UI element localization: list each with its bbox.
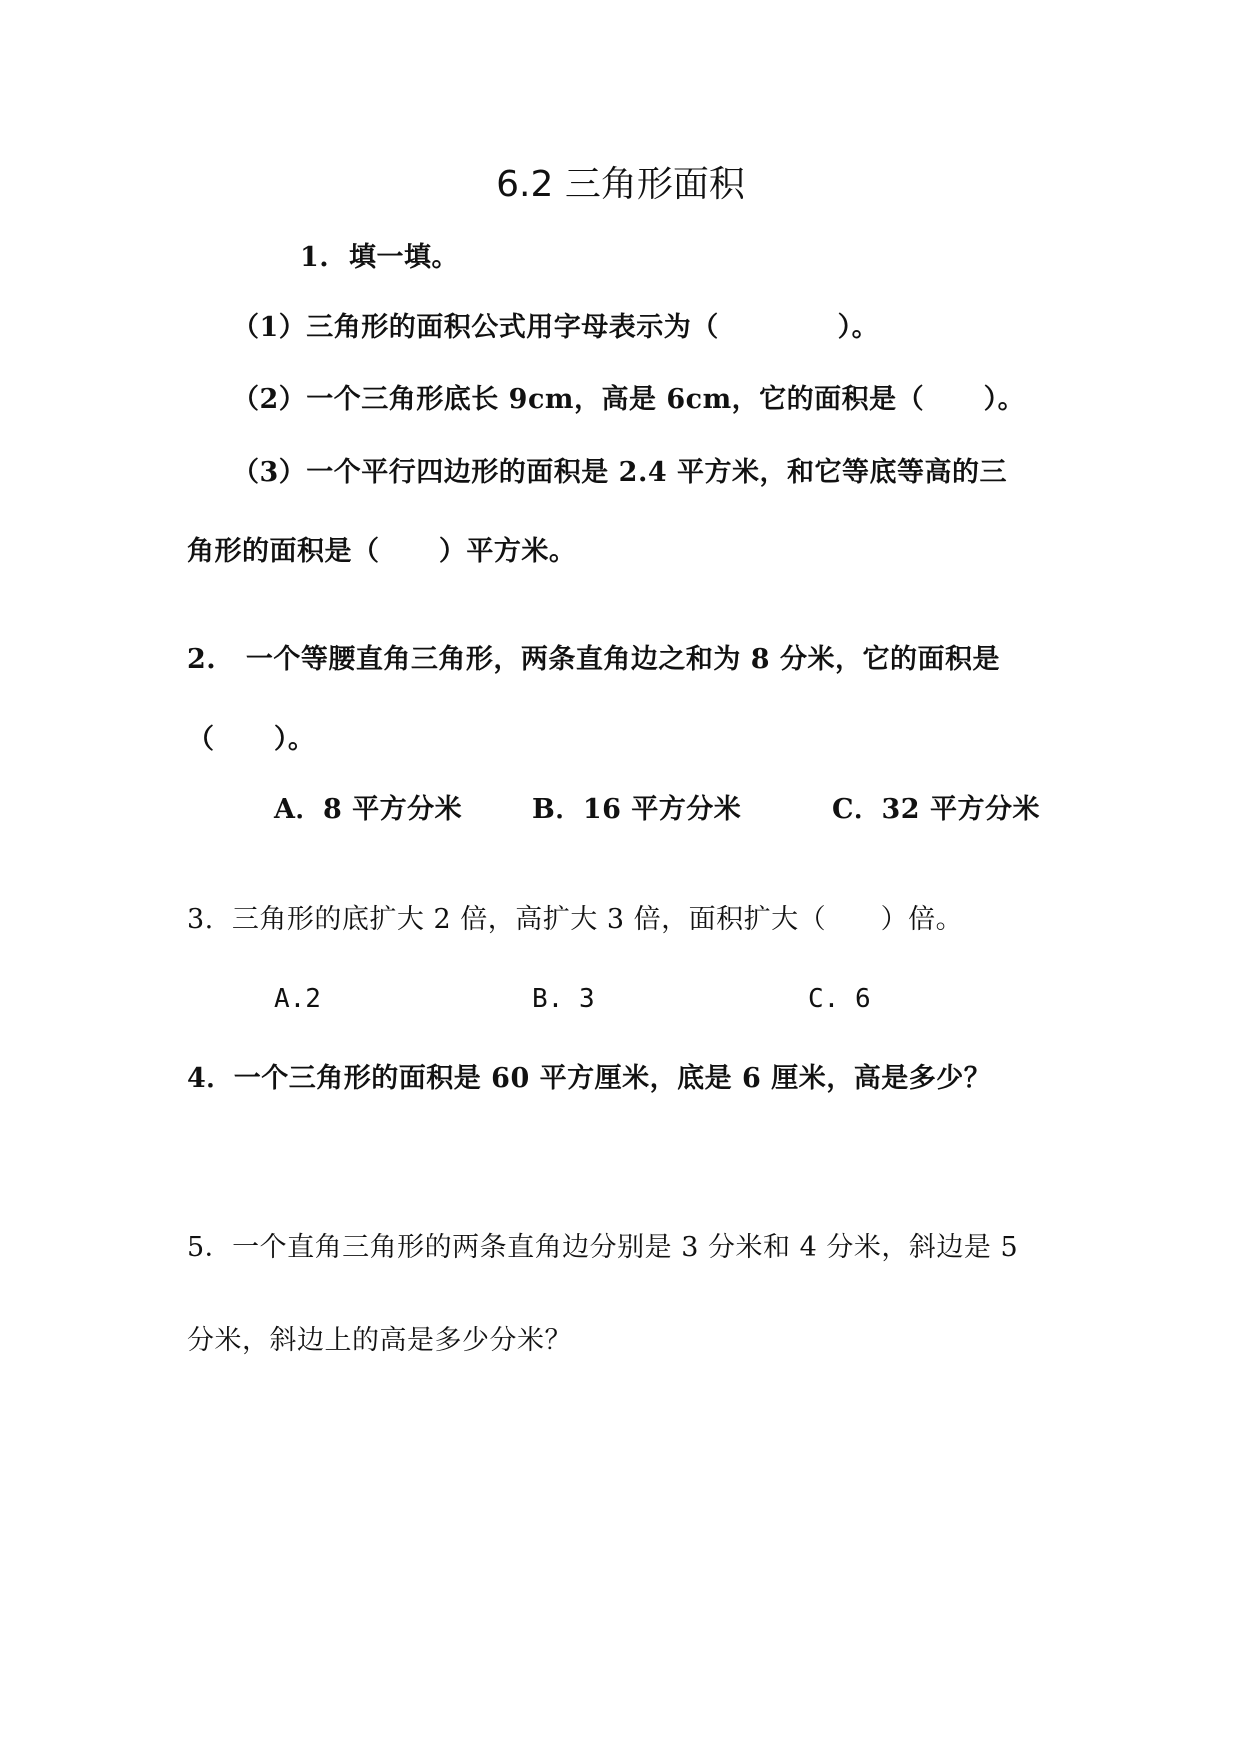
q5-line-1: 5．一个直角三角形的两条直角边分别是 3 分米和 4 分米，斜边是 5 bbox=[187, 1232, 1019, 1263]
page-title: 6.2 三角形面积 bbox=[496, 164, 745, 205]
q2-line-1: 2. 一个等腰直角三角形，两条直角边之和为 8 分米，它的面积是 bbox=[187, 644, 1000, 675]
q1-item-3-line-2: 角形的面积是（ ）平方米。 bbox=[187, 536, 577, 567]
q1-item-1: （1）三角形的面积公式用字母表示为（ ）。 bbox=[232, 312, 880, 343]
q4-line: 4．一个三角形的面积是 60 平方厘米，底是 6 厘米，高是多少？ bbox=[187, 1063, 992, 1094]
q1-heading: 1. 填一填。 bbox=[300, 242, 459, 273]
q1-item-3-line-1: （3）一个平行四边形的面积是 2.4 平方米，和它等底等高的三 bbox=[232, 457, 1008, 488]
q3-line: 3. 三角形的底扩大 2 倍，高扩大 3 倍，面积扩大（ ）倍。 bbox=[187, 904, 964, 935]
q2-option-b: B．16 平方分米 bbox=[532, 794, 742, 825]
q2-option-a: A．8 平方分米 bbox=[274, 794, 463, 825]
q3-option-c: C. 6 bbox=[808, 984, 871, 1014]
q2-line-2: （ ）。 bbox=[187, 724, 316, 755]
q1-item-2: （2）一个三角形底长 9cm，高是 6cm，它的面积是（ ）。 bbox=[232, 384, 1026, 415]
q3-option-a: A.2 bbox=[274, 984, 321, 1014]
q5-line-2: 分米，斜边上的高是多少分米？ bbox=[187, 1325, 572, 1356]
q3-option-b: B. 3 bbox=[532, 984, 595, 1014]
q2-option-c: C．32 平方分米 bbox=[832, 794, 1040, 825]
